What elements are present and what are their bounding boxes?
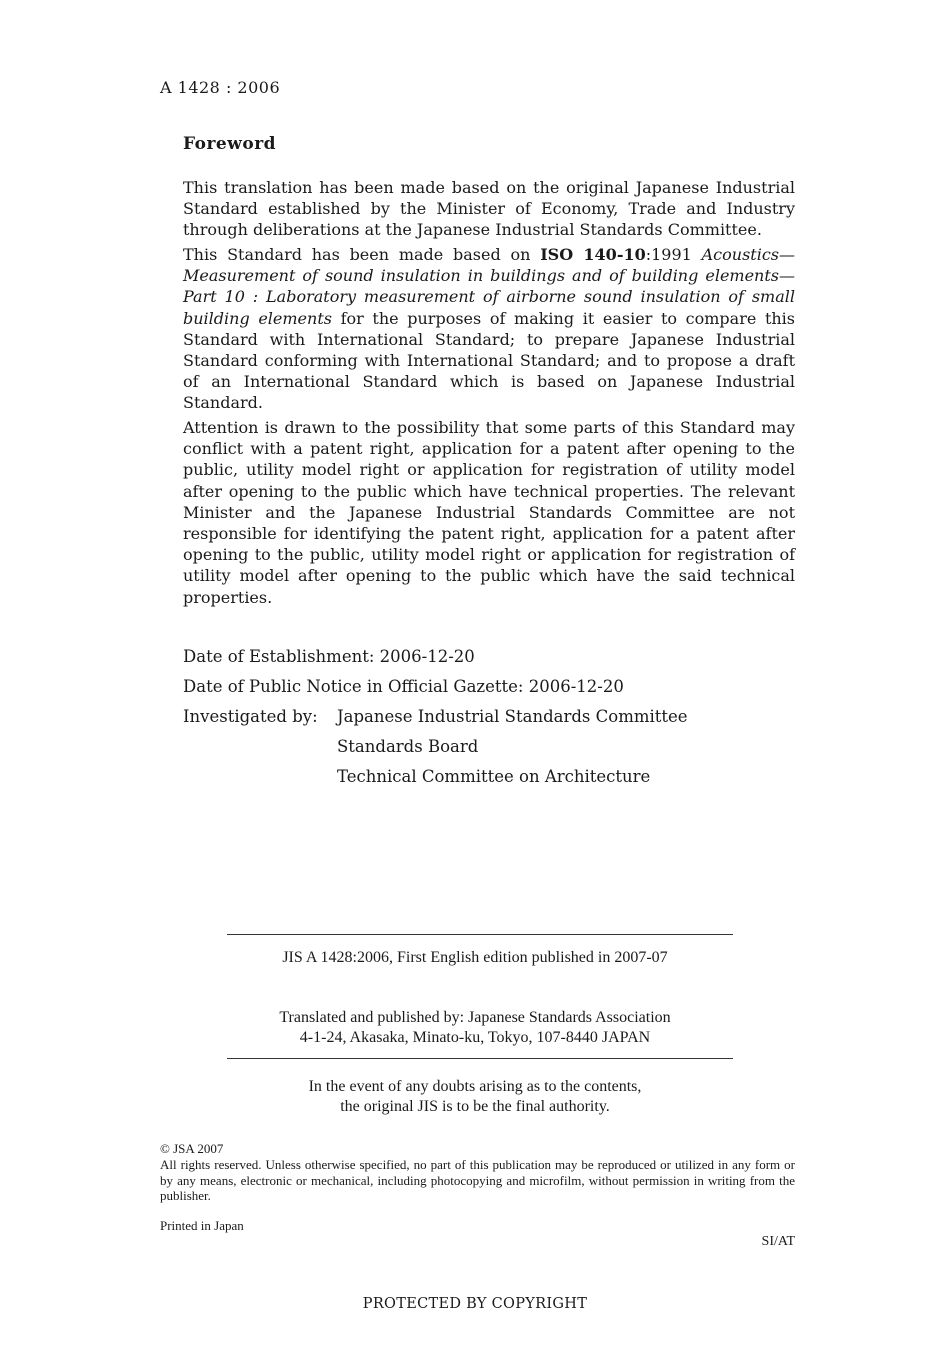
- authority-note-line-2: the original JIS is to be the final authority.: [340, 1098, 610, 1115]
- rights-statement: All rights reserved. Unless otherwise specified, no part of this publication may be reproduced or utilized in any form or by any means, electronic or mechanical, including photocopying and microfilm, without permission in writing from the publisher.: [160, 1157, 795, 1203]
- divider-bottom: [227, 1058, 733, 1059]
- investigated-by-label: Investigated by:: [183, 707, 318, 726]
- investigated-by-committee: Japanese Industrial Standards Committee: [337, 707, 688, 726]
- document-code: SI/AT: [761, 1234, 795, 1249]
- iso-year: :1991: [645, 245, 702, 264]
- copyright-notice: © JSA 2007: [160, 1141, 224, 1156]
- foreword-paragraph-1: This translation has been made based on the original Japanese Industrial Standard established by the Minister of Economy, Trade and Industry through deliberations at the Japanese Industrial Standards Committee.: [183, 178, 795, 240]
- protected-by-copyright: PROTECTED BY COPYRIGHT: [362, 1296, 588, 1312]
- para2-lead: This Standard has been made based on: [183, 245, 541, 264]
- divider-top: [227, 934, 733, 935]
- investigated-by-technical-committee: Technical Committee on Architecture: [337, 767, 651, 786]
- edition-statement: JIS A 1428:2006, First English edition published in 2007-07: [282, 949, 668, 966]
- publisher-line: Translated and published by: Japanese Standards Association: [279, 1009, 671, 1026]
- iso-title: Acoustics—Measurement of sound insulation in buildings and of building elements—Part 10 : Laboratory measurement of airborne sound insulation of small building elements: [183, 245, 796, 328]
- date-of-public-notice: Date of Public Notice in Official Gazette: 2006-12-20: [183, 677, 624, 696]
- printed-in: Printed in Japan: [160, 1218, 244, 1233]
- authority-note-line-1: In the event of any doubts arising as to the contents,: [308, 1078, 642, 1095]
- document-id: A 1428 : 2006: [160, 78, 281, 97]
- publisher-address: 4-1-24, Akasaka, Minato-ku, Tokyo, 107-8440 JAPAN: [299, 1029, 651, 1046]
- foreword-heading: Foreword: [183, 134, 277, 154]
- date-of-establishment: Date of Establishment: 2006-12-20: [183, 647, 475, 666]
- foreword-paragraph-3: Attention is drawn to the possibility that some parts of this Standard may conflict with a patent right, application for a patent after opening to the public, utility model right or application for registration of utility model after opening to the public which have technical properties. The relevant Minister and the Japanese Industrial Standards Committee are not responsible for identifying the patent right, application for a patent after opening to the public, utility model right or application for registration of utility model after opening to the public which have the said technical properties.: [183, 418, 795, 607]
- investigated-by-board: Standards Board: [337, 737, 479, 756]
- foreword-paragraph-2: [183, 244, 795, 414]
- para2-rest: for the purposes of making it easier to compare this Standard with International Standard; to prepare Japanese Industrial Standard conforming with International Standard; and to propose a draft of an International Standard which is based on Japanese Industrial Standard.: [183, 308, 796, 413]
- iso-reference: ISO 140-10: [540, 245, 646, 264]
